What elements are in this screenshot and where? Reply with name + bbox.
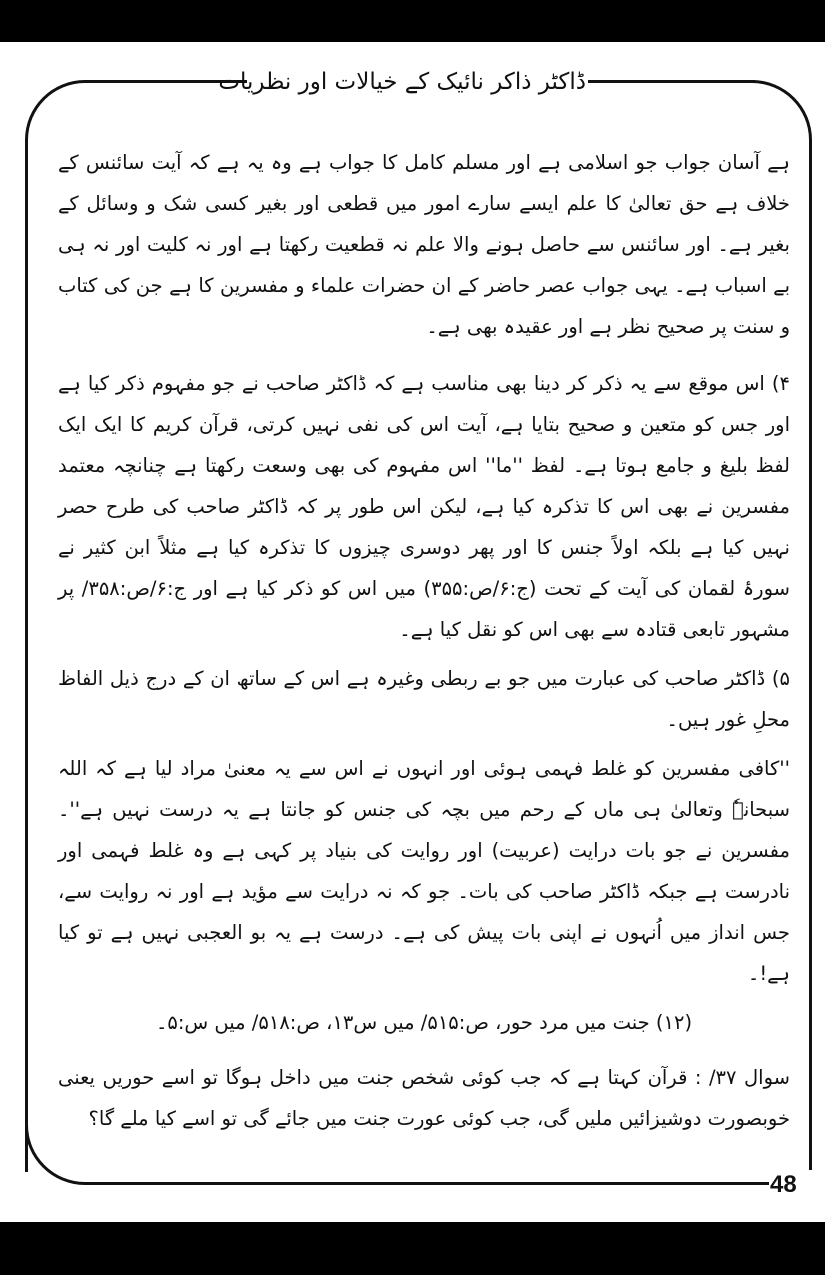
paragraph-point-4: ۴) اس موقع سے یہ ذکر کر دینا بھی مناسب ہے کہ ڈاکٹر صاحب نے جو مفہوم ذکر کیا ہے اور جس کو متعین و صحیح بتایا ہے، آیت اس کی نفی نہیں کرتی، قرآن کریم کا ایک ایک لفظ بلیغ و جامع ہوتا ہے۔ لفظ ''ما'' اس مفہوم کی بھی وسعت رکھتا ہے چنانچہ معتمد مفسرین نے بھی اس کا تذکرہ کیا ہے، لیکن اس طور پر کہ ڈاکٹر صاحب کی طرح حصر نہیں کیا ہے بلکہ اولاً جنس کا اور پھر دوسری چیزوں کا تذکرہ کیا ہے مثلاً ابن کثیر نے سورۂ لقمان کی آیت کے تحت (ج:۶/ص:۳۵۵) میں اس کو ذکر کیا ہے اور ج:۶/ص:۳۵۸/ پر مشہور تابعی قتادہ سے بھی اس کو نقل کیا ہے۔ <box>58 372 790 641</box>
running-header-title: ڈاکٹر ذاکر نائیک کے خیالات اور نظریات <box>218 69 586 95</box>
frame-left-line <box>25 148 28 1172</box>
section-heading: (۱۲) جنت میں مرد حور، ص:۵۱۵/ میں س۱۳، ص:۵۱۸/ میں س:۵۔ <box>155 1011 693 1034</box>
frame-top-right-line <box>588 80 755 83</box>
paragraph-scholarly-answer: ہے آسان جواب جو اسلامی ہے اور مسلم کامل کا جواب ہے وہ یہ ہے کہ آیت سائنس کے خلاف ہے حق تعالیٰ کا علم ایسے سارے امور میں قطعی اور بغیر کسی شک و وسائل کے بغیر ہے۔ اور سائنس سے حاصل ہونے والا علم نہ قطعیت رکھتا ہے اور نہ کلیت اور نہ ہی بے اسباب ہے۔ یہی جواب عصر حاضر کے ان حضرات علماء و مفسرین کا ہے جن کی کتاب و سنت پر صحیح نظر ہے اور عقیدہ بھی ہے۔ <box>58 151 790 338</box>
frame-corner-top-left <box>25 80 100 150</box>
page-number: 48 <box>770 1171 797 1198</box>
frame-right-line <box>809 148 812 1170</box>
bottom-black-band <box>0 1222 825 1275</box>
page-body <box>58 142 790 1147</box>
top-black-band <box>0 0 825 42</box>
paragraph-question-37: سوال ۳۷/ : قرآن کہتا ہے کہ جب کوئی شخص جنت میں داخل ہوگا تو اسے حوریں یعنی خوبصورت دوشیزائیں ملیں گی، جب کوئی عورت جنت میں جائے گی تو اسے کیا ملے گا؟ <box>58 1066 790 1130</box>
paragraph-quotation: ''کافی مفسرین کو غلط فہمی ہوئی اور انہوں نے اس سے یہ معنیٰ مراد لیا ہے کہ اللہ سبحانہٗ وتعالیٰ ہی ماں کے رحم میں بچہ کی جنس کو جانتا ہے یہ درست نہیں ہے''۔ مفسرین نے جو بات درایت (عربیت) اور روایت کی بنیاد پر کہی ہے وہ غلط فہمی اور نادرست ہے جبکہ ڈاکٹر صاحب کی بات۔ جو کہ نہ درایت سے مؤید ہے اور نہ روایت سے، جس انداز میں اُنہوں نے اپنی بات پیش کی ہے۔ درست ہے یہ بو العجبی نہیں ہے تو کیا ہے!۔ <box>58 757 790 985</box>
frame-bottom-line <box>90 1182 769 1185</box>
paragraph-point-5: ۵) ڈاکٹر صاحب کی عبارت میں جو بے ربطی وغیرہ ہے اس کے ساتھ ان کے درج ذیل الفاظ محلِ غور ہیں۔ <box>58 667 790 731</box>
frame-corner-top-right <box>752 80 812 150</box>
